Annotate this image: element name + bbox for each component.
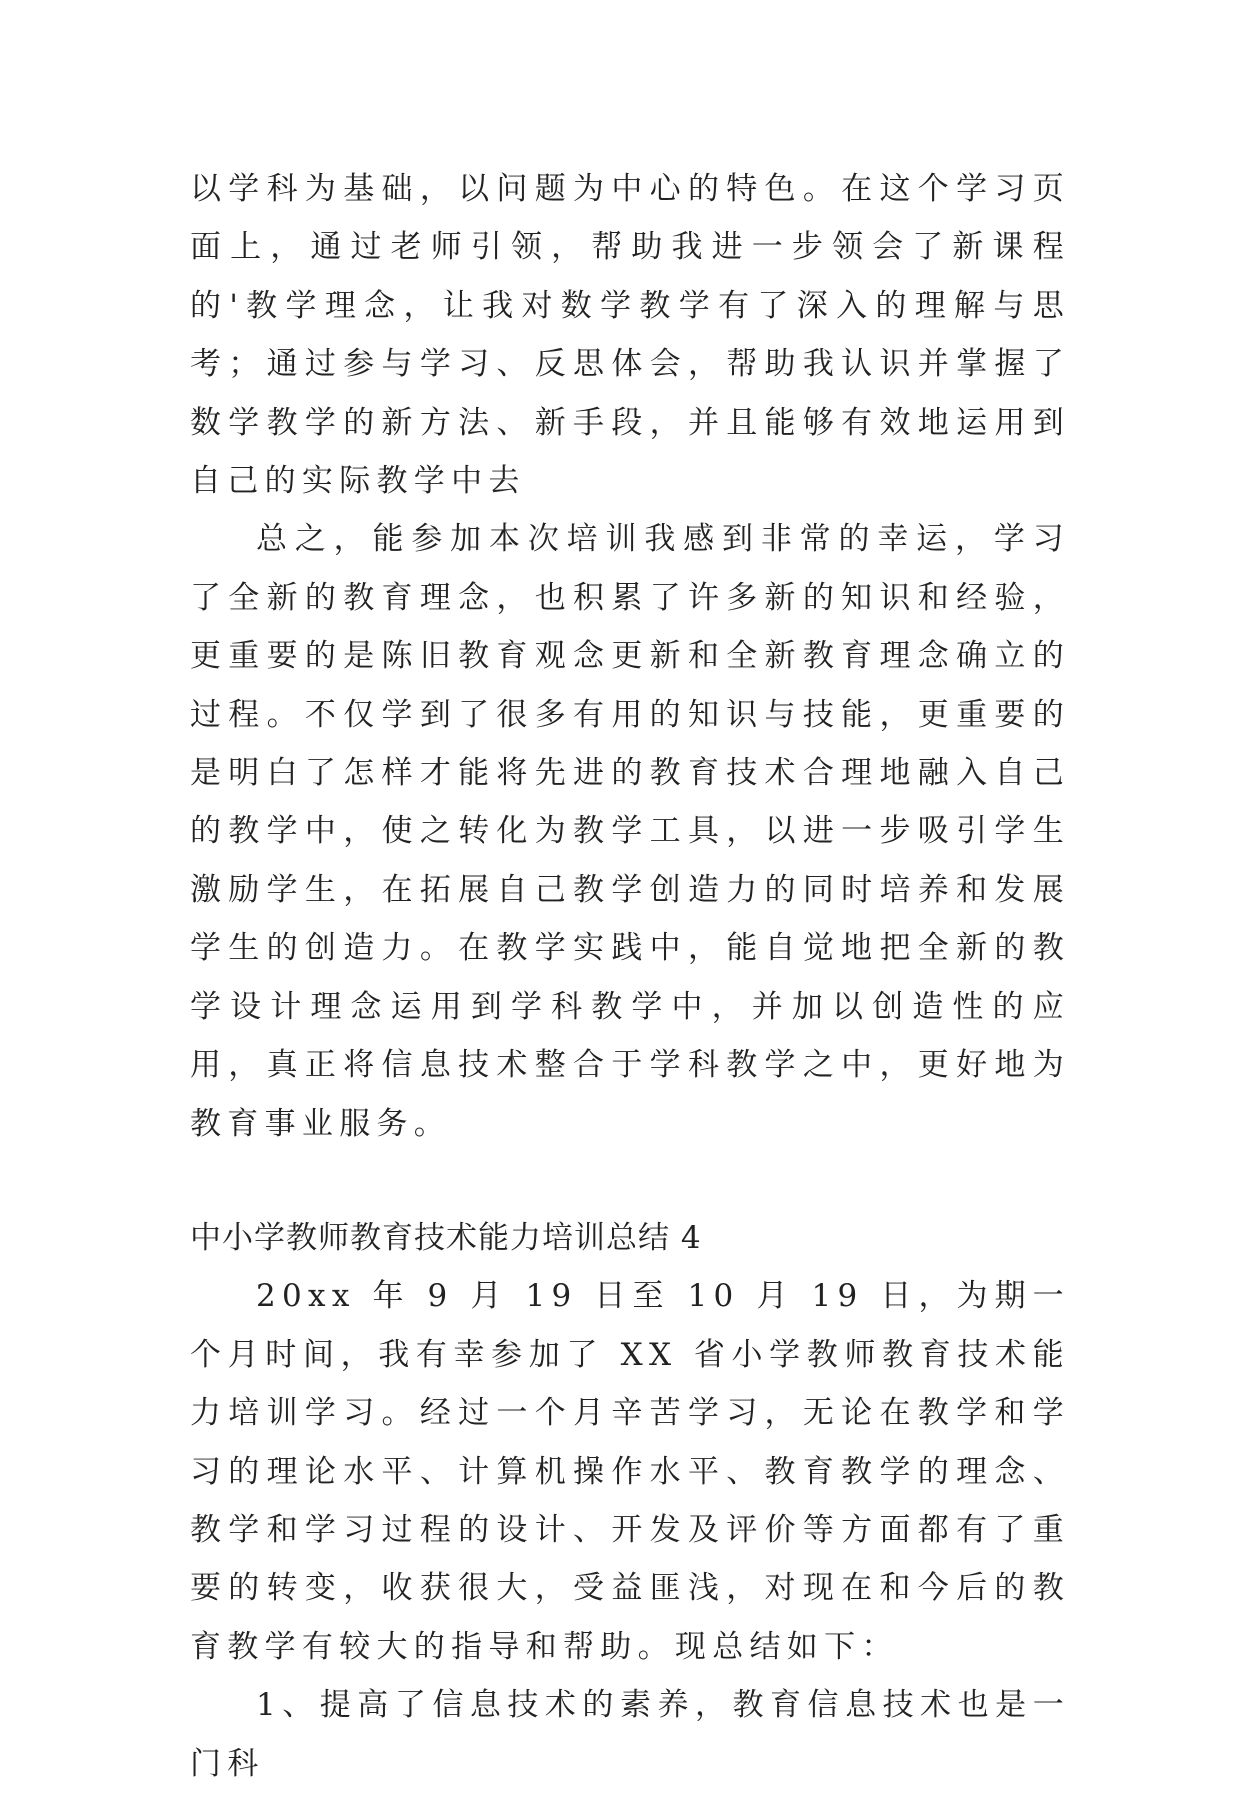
paragraph-item-1: 1、提高了信息技术的素养，教育信息技术也是一门科 bbox=[190, 1687, 1070, 1782]
document-page bbox=[190, 160, 1070, 1793]
paragraph-continued: 以学科为基础，以问题为中心的特色。在这个学习页面上，通过老师引领，帮助我进一步领会了新课程的'教学理念，让我对数学教学有了深入的理解与思考；通过参与学习、反思体会，帮助我认识并掌握了数学教学的新方法、新手段，并且能够有效地运用到自己的实际教学中去 bbox=[190, 171, 1070, 500]
paragraph-conclusion: 总之，能参加本次培训我感到非常的幸运，学习了全新的教育理念，也积累了许多新的知识和经验，更重要的是陈旧教育观念更新和全新教育理念确立的过程。不仅学到了很多有用的知识与技能，更重要的是明白了怎样才能将先进的教育技术合理地融入自己的教学中，使之转化为教学工具，以进一步吸引学生激励学生，在拓展自己教学创造力的同时培养和发展学生的创造力。在教学实践中，能自觉地把全新的教学设计理念运用到学科教学中，并加以创造性的应用，真正将信息技术整合于学科教学之中，更好地为教育事业服务。 bbox=[190, 521, 1070, 1142]
section-heading: 中小学教师教育技术能力培训总结 4 bbox=[190, 1219, 702, 1256]
paragraph-intro: 20xx 年 9 月 19 日至 10 月 19 日，为期一个月时间，我有幸参加了 XX 省小学教师教育技术能力培训学习。经过一个月辛苦学习，无论在教学和学习的理论水平、计算机操作水平、教育教学的理念、教学和学习过程的设计、开发及评价等方面都有了重要的转变，收获很大，受益匪浅，对现在和今后的教育教学有较大的指导和帮助。现总结如下： bbox=[190, 1278, 1070, 1665]
